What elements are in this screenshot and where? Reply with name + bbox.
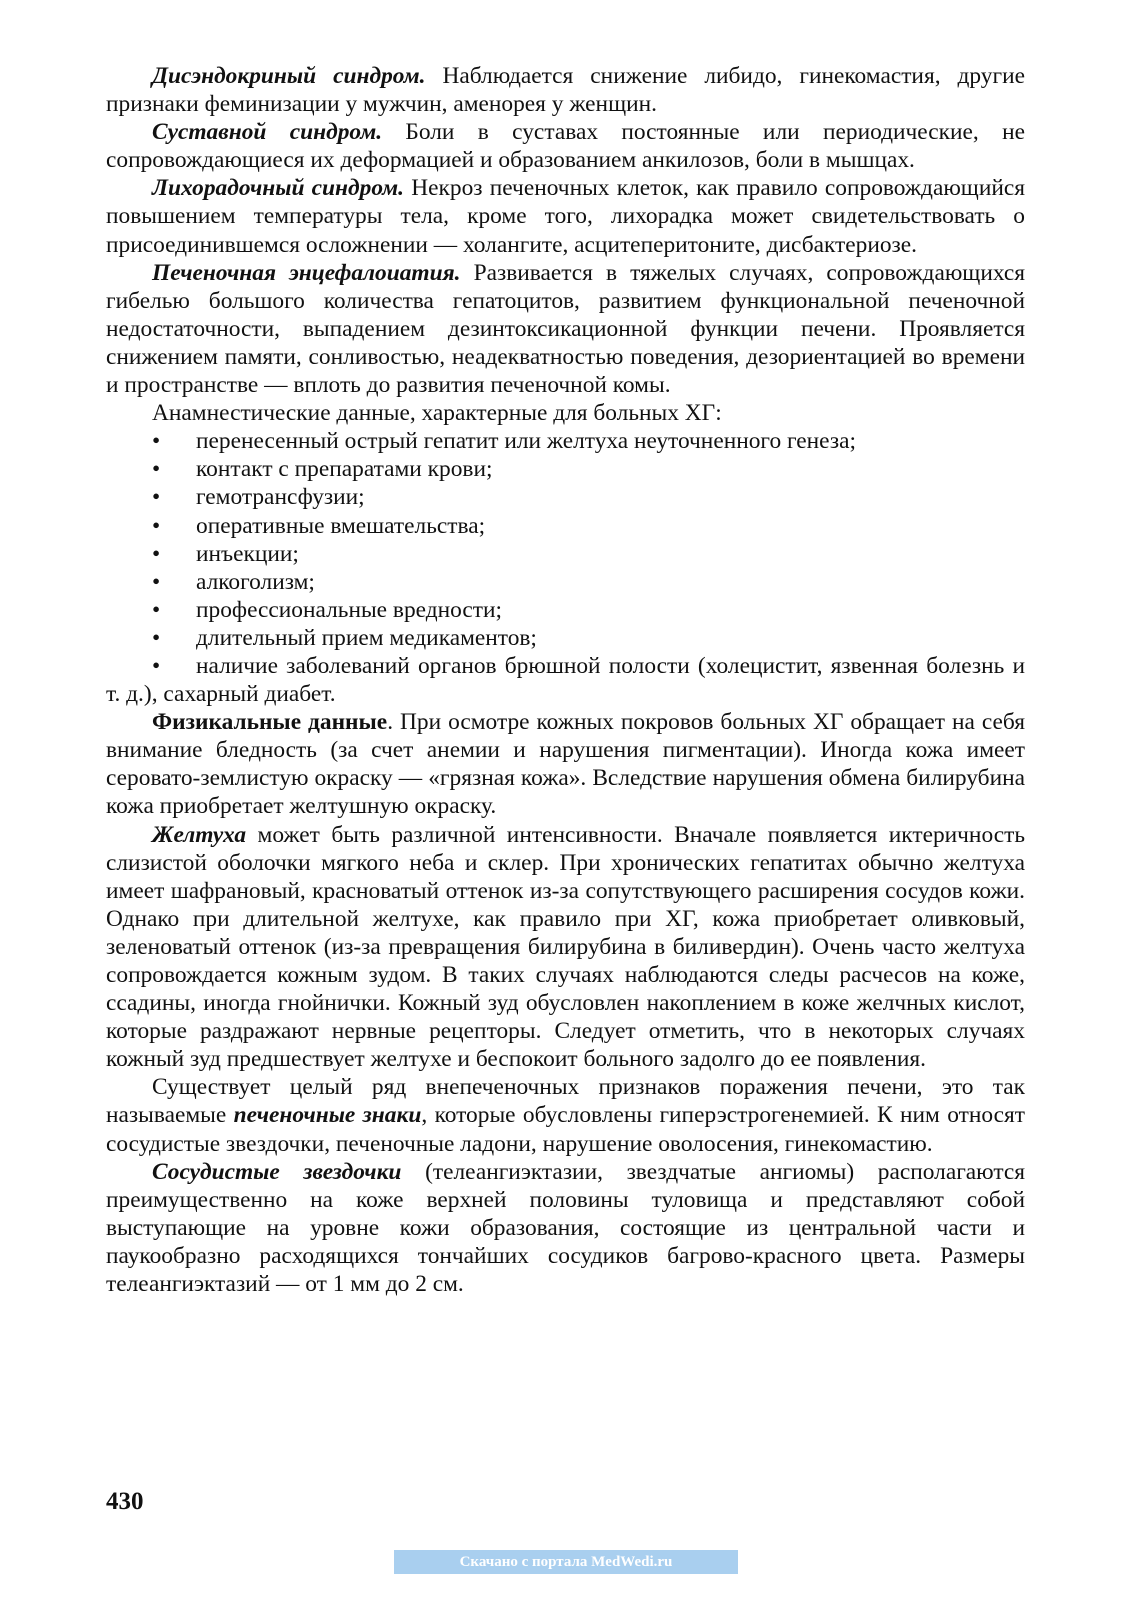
list-item: • перенесенный острый гепатит или желтуха неуточненного генеза; <box>152 428 856 455</box>
emphasis-term: печеночные знаки <box>233 1102 422 1129</box>
anamnesis-intro: Анамнестические данные, характерные для больных ХГ: <box>152 400 722 427</box>
lead-term: Желтуха <box>152 821 247 848</box>
list-item: • алкоголизм; <box>152 568 315 595</box>
paragraph-text: (телеангиэктазии, звездчатые ангиомы) располагаются преимущественно на коже верхней половины туловища и представляют собой выступающие на уровне кожи образования, состоящие из центральной части и паукообразно расходящихся тончайших сосудиков багрово-красного цвета. Размеры телеангиэктазий — от 1 мм до 2 см. <box>106 1158 1025 1298</box>
lead-term: Печеночная энцефалоиатия. <box>152 259 461 286</box>
paragraph-text: Некроз печеночных клеток, как правило сопровождающийся повышением температуры тела, кроме того, лихорадка может свидетельствовать о присоединившемся осложнении — холангите, асцитеперитоните, дисбактериозе. <box>106 175 1025 258</box>
paragraph-text: , которые обусловлены гиперэстрогенемией. К ним относят сосудистые звездочки, печеночные ладони, нарушение оволосения, гинекомастию. <box>106 1102 1025 1157</box>
lead-term: Лихорадочный синдром. <box>152 175 405 202</box>
watermark-banner: Скачано с портала MedWedi.ru <box>394 1550 738 1574</box>
paragraph-liver-signs <box>106 1073 1025 1157</box>
paragraph-text: Наблюдается снижение либидо, гинекомастия, другие признаки феминизации у мужчин, аменорея у женщин. <box>106 63 1025 118</box>
paragraph-text: может быть различной интенсивности. Вначале появляется иктеричность слизистой оболочки мягкого неба и склер. При хронических гепатитах обычно желтуха имеет шафрановый, красноватый оттенок из-за сопутствующего расширения сосудов кожи. Однако при длительной желтухе, как правило при ХГ, кожа приобретает оливковый, зеленоватый оттенок (из-за превращения билирубина в биливердин). Очень часто желтуха сопровождается кожным зудом. В таких случаях наблюдаются следы расчесов на коже, ссадины, иногда гнойнички. Кожный зуд обусловлен накоплением в коже желчных кислот, которые раздражают нервные рецепторы. Следует отметить, что в некоторых случаях кожный зуд предшествует желтухе и беспокоит больного задолго до ее появления. <box>106 821 1025 1073</box>
paragraph-articular <box>106 118 1025 174</box>
lead-term: Суставной синдром. <box>152 119 383 146</box>
paragraph-text: Боли в суставах постоянные или периодические, не сопровождающиеся их деформацией и образованием анкилозов, боли в мышцах. <box>106 119 1025 174</box>
list-item: • наличие заболеваний органов брюшной полости (холецистит, язвенная болезнь и т. д.), сахарный диабет. <box>106 652 1025 708</box>
bullet: • <box>152 596 161 623</box>
paragraph-encephalopathy <box>106 259 1025 399</box>
lead-term: Сосудистые звездочки <box>152 1158 402 1185</box>
lead-term: Дисэндокриный синдром. <box>152 63 426 89</box>
anamnesis-list <box>106 427 1025 708</box>
list-item: • профессиональные вредности; <box>152 596 503 623</box>
bullet: • <box>152 428 161 455</box>
paragraph-physical <box>106 708 1025 820</box>
paragraph-dysendocrine <box>106 62 1025 118</box>
paragraph-text: Развивается в тяжелых случаях, сопровождающихся гибелью большого количества гепатоцитов, развитием функциональной печеночной недостаточности, выпадением дезинтоксикационной функции печени. Проявляется снижением памяти, сонливостью, неадекватностью поведения, дезориентацией во времени и пространстве — вплоть до развития печеночной комы. <box>106 259 1026 399</box>
paragraph-jaundice <box>106 821 1025 1074</box>
bullet: • <box>152 652 161 679</box>
bullet: • <box>152 624 161 651</box>
bullet: • <box>152 512 161 539</box>
bullet: • <box>152 456 161 483</box>
paragraph-spider-angiomas <box>106 1158 1025 1298</box>
bullet: • <box>152 540 161 567</box>
bullet: • <box>152 568 161 595</box>
list-item: • инъекции; <box>152 540 299 567</box>
list-item: • оперативные вмешательства; <box>152 512 486 539</box>
lead-term: Физикальные данные <box>152 709 388 736</box>
list-item: • гемотрансфузии; <box>152 484 365 511</box>
page-number: 430 <box>106 1488 144 1515</box>
list-item: • контакт с препаратами крови; <box>152 456 493 483</box>
list-item: • длительный прием медикаментов; <box>152 624 537 651</box>
paragraph-text: Существует целый ряд внепеченочных признаков поражения печени, это так называемые <box>106 1074 1025 1129</box>
paragraph-text: . При осмотре кожных покровов больных ХГ обращает на себя внимание бледность (за счет анемии и нарушения пигментации). Иногда кожа имеет серовато-землистую окраску — «грязная кожа». Вследствие нарушения обмена билирубина кожа приобретает желтушную окраску. <box>106 709 1025 820</box>
paragraph-fever <box>106 174 1025 258</box>
bullet: • <box>152 484 161 511</box>
